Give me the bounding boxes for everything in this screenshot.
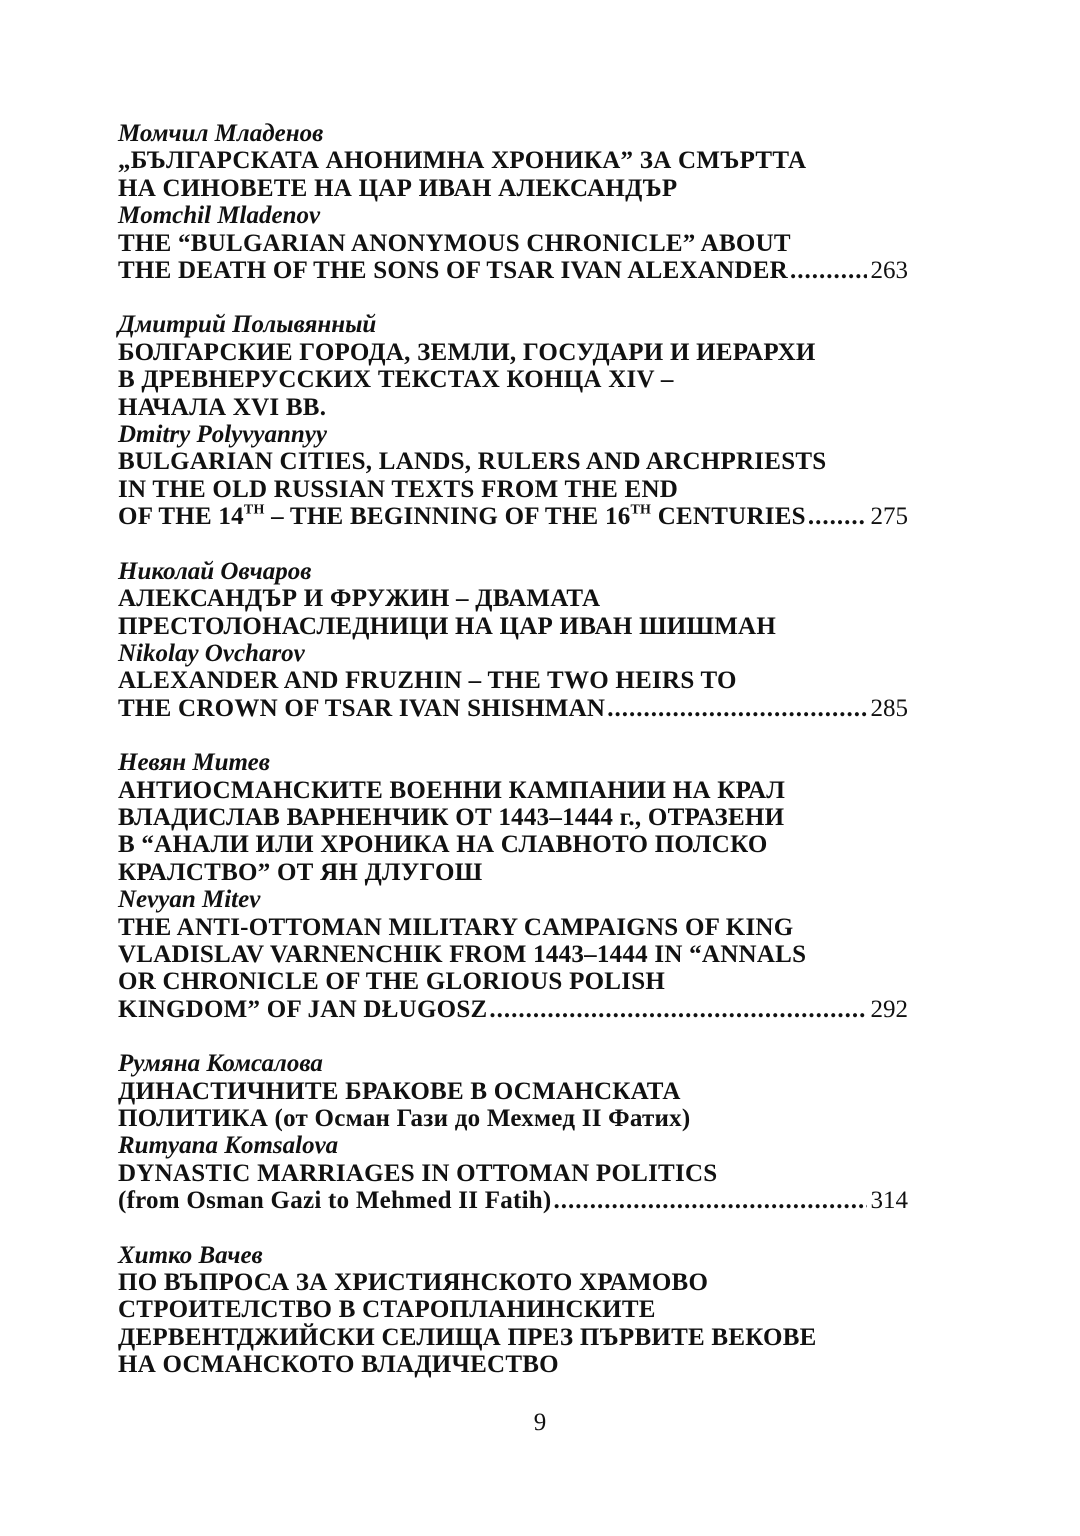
title-en-line: ALEXANDER AND FRUZHIN – THE TWO HEIRS TO [118,667,737,695]
toc-entry [118,120,908,284]
title-en-last-line [118,503,908,530]
dot-leader [489,996,866,1023]
page-number: 275 [870,503,908,531]
title-bg-line: ДИНАСТИЧНИТЕ БРАКОВЕ В ОСМАНСКАТА [118,1077,681,1105]
title-en-line [118,503,806,530]
ordinal-suffix: TH [630,502,652,518]
page-number: 285 [870,694,908,722]
author-bg: Николай Овчаров [118,557,312,585]
author-en: Nikolay Ovcharov [118,639,305,667]
toc-entry [118,311,908,530]
title-bg-line: БОЛГАРСКИЕ ГОРОДА, ЗЕМЛИ, ГОСУДАРИ И ИЕРАРХИ [118,338,816,366]
page-number: 314 [870,1187,908,1215]
title-en-line: BULGARIAN CITIES, LANDS, RULERS AND ARCHPRIESTS [118,448,827,476]
title-en-line: THE “BULGARIAN ANONYMOUS CHRONICLE” ABOUT [118,229,791,257]
author-bg: Дмитрий Полывянный [118,311,377,339]
toc-entry [118,558,908,722]
title-en-last-line [118,1187,908,1214]
title-bg-line: ПО ВЪПРОСА ЗА ХРИСТИЯНСКОТО ХРАМОВО [118,1269,709,1297]
author-bg: Хитко Вачев [118,1241,263,1269]
title-bg-line: В “АНАЛИ ИЛИ ХРОНИКА НА СЛАВНОТО ПОЛСКО [118,831,768,859]
title-bg-line: ВЛАДИСЛАВ ВАРНЕНЧИК ОТ 1443–1444 г., ОТРАЗЕНИ [118,803,785,831]
page-folio-number: 9 [533,1409,547,1436]
dot-leader [790,257,867,284]
title-bg-line: В ДРЕВНЕРУССКИХ ТЕКСТАХ КОНЦА XIV – [118,366,674,394]
title-en-line: THE CROWN OF TSAR IVAN SHISHMAN [118,694,606,722]
title-en-line: OR CHRONICLE OF THE GLORIOUS POLISH [118,968,666,996]
title-en-line: IN THE OLD RUSSIAN TEXTS FROM THE END [118,475,679,503]
title-en-last-line [118,695,908,722]
title-bg-line: АЛЕКСАНДЪР И ФРУЖИН – ДВАМАТА [118,585,601,613]
title-bg-line: ПОЛИТИКА (от Осман Гази до Мехмед II Фатих) [118,1105,691,1132]
author-bg: Невян Митев [118,749,270,777]
title-en-line: VLADISLAV VARNENCHIK FROM 1443–1444 IN “ANNALS [118,940,807,968]
author-en: Momchil Mladenov [118,202,321,230]
title-bg-line: ПРЕСТОЛОНАСЛЕДНИЦИ НА ЦАР ИВАН ШИШМАН [118,612,777,640]
title-bg-line: НА СИНОВЕТЕ НА ЦАР ИВАН АЛЕКСАНДЪР [118,174,678,202]
dot-leader [808,503,867,530]
author-en: Dmitry Polyvyannyy [118,421,327,449]
title-en-line: DYNASTIC MARRIAGES IN OTTOMAN POLITICS [118,1159,718,1187]
title-text: OF THE 14 [118,503,244,531]
author-en: Rumyana Komsalova [118,1132,339,1160]
dot-leader [607,695,866,722]
ordinal-suffix: TH [243,502,265,518]
title-bg-line: ДЕРВЕНТДЖИЙСКИ СЕЛИЩА ПРЕЗ ПЪРВИТЕ ВЕКОВЕ [118,1323,817,1351]
toc-entry [118,1050,908,1214]
dot-leader [554,1187,867,1214]
page-number: 263 [870,257,908,285]
title-en-line: THE DEATH OF THE SONS OF TSAR IVAN ALEXANDER [118,257,788,285]
page-number: 292 [870,995,908,1023]
author-bg: Момчил Младенов [118,120,324,147]
title-en-line: KINGDOM” OF JAN DŁUGOSZ [118,995,488,1023]
toc-entry [118,749,908,1023]
title-en-last-line [118,257,908,284]
author-en: Nevyan Mitev [118,886,261,914]
title-en-last-line [118,996,908,1023]
title-bg-line: СТРОИТЕЛСТВО В СТАРОПЛАНИНСКИТЕ [118,1296,656,1324]
title-en-line: THE ANTI-OTTOMAN MILITARY CAMPAIGNS OF KING [118,913,794,941]
toc-entry [118,1242,908,1379]
title-bg-line: НАЧАЛА XVI ВВ. [118,393,327,421]
title-text: CENTURIES [651,503,806,531]
author-bg: Румяна Комсалова [118,1050,323,1078]
title-bg-line: „БЪЛГАРСКАТА АНОНИМНА ХРОНИКА” ЗА СМЪРТТА [118,147,807,175]
title-en-line: (from Osman Gazi to Mehmed II Fatih) [118,1187,552,1215]
title-bg-line: КРАЛСТВО” ОТ ЯН ДЛУГОШ [118,858,483,886]
title-bg-line: АНТИОСМАНСКИТЕ ВОЕННИ КАМПАНИИ НА КРАЛ [118,776,786,804]
table-of-contents [118,120,908,1406]
title-text: – THE BEGINNING OF THE 16 [264,503,631,531]
title-bg-line: НА ОСМАНСКОТО ВЛАДИЧЕСТВО [118,1351,559,1379]
